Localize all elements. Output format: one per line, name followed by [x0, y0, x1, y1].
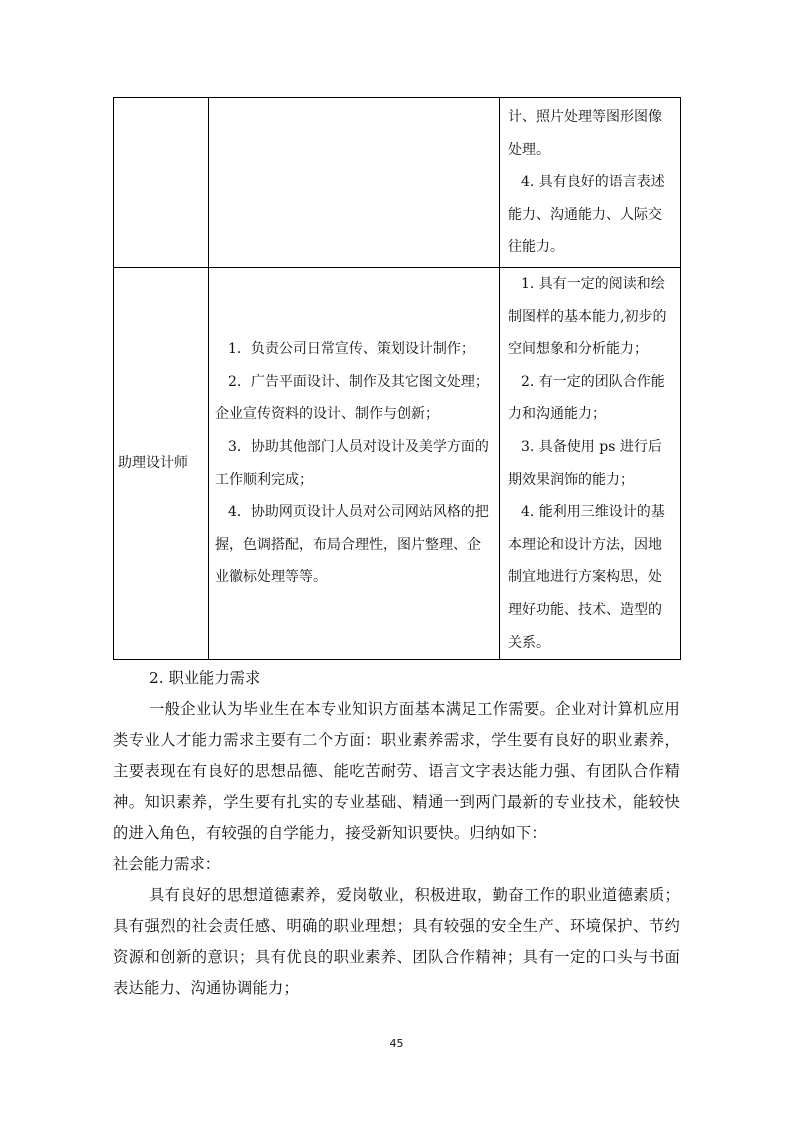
- job-duties-cell: [209, 268, 500, 660]
- section-heading: 2. 职业能力需求: [149, 669, 261, 687]
- duty-item: 4．协助网页设计人员对公司网站风格的把握，色调搭配，布局合理性，图片整理、企业徽标处理等等。: [215, 504, 489, 586]
- requirement-item: 2. 有一定的团队合作能力和沟通能力；: [508, 373, 665, 423]
- job-requirements-cell: [500, 268, 681, 660]
- requirement-item: 3. 具备使用 ps 进行后期效果润饰的能力；: [508, 438, 662, 488]
- job-title: 助理设计师: [118, 455, 188, 472]
- table-row: [114, 268, 681, 660]
- job-requirements-table: [113, 97, 681, 660]
- paragraph: 具有良好的思想道德素养，爱岗敬业，积极进取，勤奋工作的职业道德素质；具有强烈的社会责任感、明确的职业理想；具有较强的安全生产、环境保护、节约资源和创新的意识；具有优良的职业素养、团队合作精神；具有一定的口头与书面表达能力、沟通协调能力；: [113, 886, 680, 997]
- requirement-item: 1. 具有一定的阅读和绘制图样的基本能力,初步的空间想象和分析能力；: [508, 276, 667, 358]
- requirement-item: 4. 能利用三维设计的基本理论和设计方法，因地制宜地进行方案构思，处理好功能、技术、造型的关系。: [508, 504, 665, 651]
- duty-item: 3．协助其他部门人员对设计及美学方面的工作顺利完成；: [215, 438, 489, 488]
- page-number: 45: [389, 1037, 404, 1050]
- requirement-item: 4. 具有良好的语言表述能力、沟通能力、人际交往能力。: [508, 174, 665, 256]
- duty-item: 2．广告平面设计、制作及其它图文处理；企业宣传资料的设计、制作与创新；: [215, 373, 489, 423]
- job-title-cell: [114, 268, 209, 660]
- job-duties-cell: [209, 98, 500, 268]
- job-requirements-cell: [500, 98, 681, 268]
- job-title-cell: [114, 98, 209, 268]
- paragraph: 一般企业认为毕业生在本专业知识方面基本满足工作需要。企业对计算机应用类专业人才能力需求主要有二个方面：职业素养需求，学生要有良好的职业素养，主要表现在有良好的思想品德、能吃苦耐劳、语言文字表达能力强、有团队合作精神。知识素养，学生要有扎实的专业基础、精通一到两门最新的专业技术，能较快的进入角色，有较强的自学能力，接受新知识要快。归纳如下：: [113, 700, 680, 842]
- section-body: [113, 663, 680, 1004]
- table-row: [114, 98, 681, 268]
- duty-item: 1．负责公司日常宣传、策划设计制作；: [228, 341, 475, 358]
- requirement-item: 计、照片处理等图形图像处理。: [508, 109, 662, 158]
- subheading: 社会能力需求：: [113, 855, 221, 873]
